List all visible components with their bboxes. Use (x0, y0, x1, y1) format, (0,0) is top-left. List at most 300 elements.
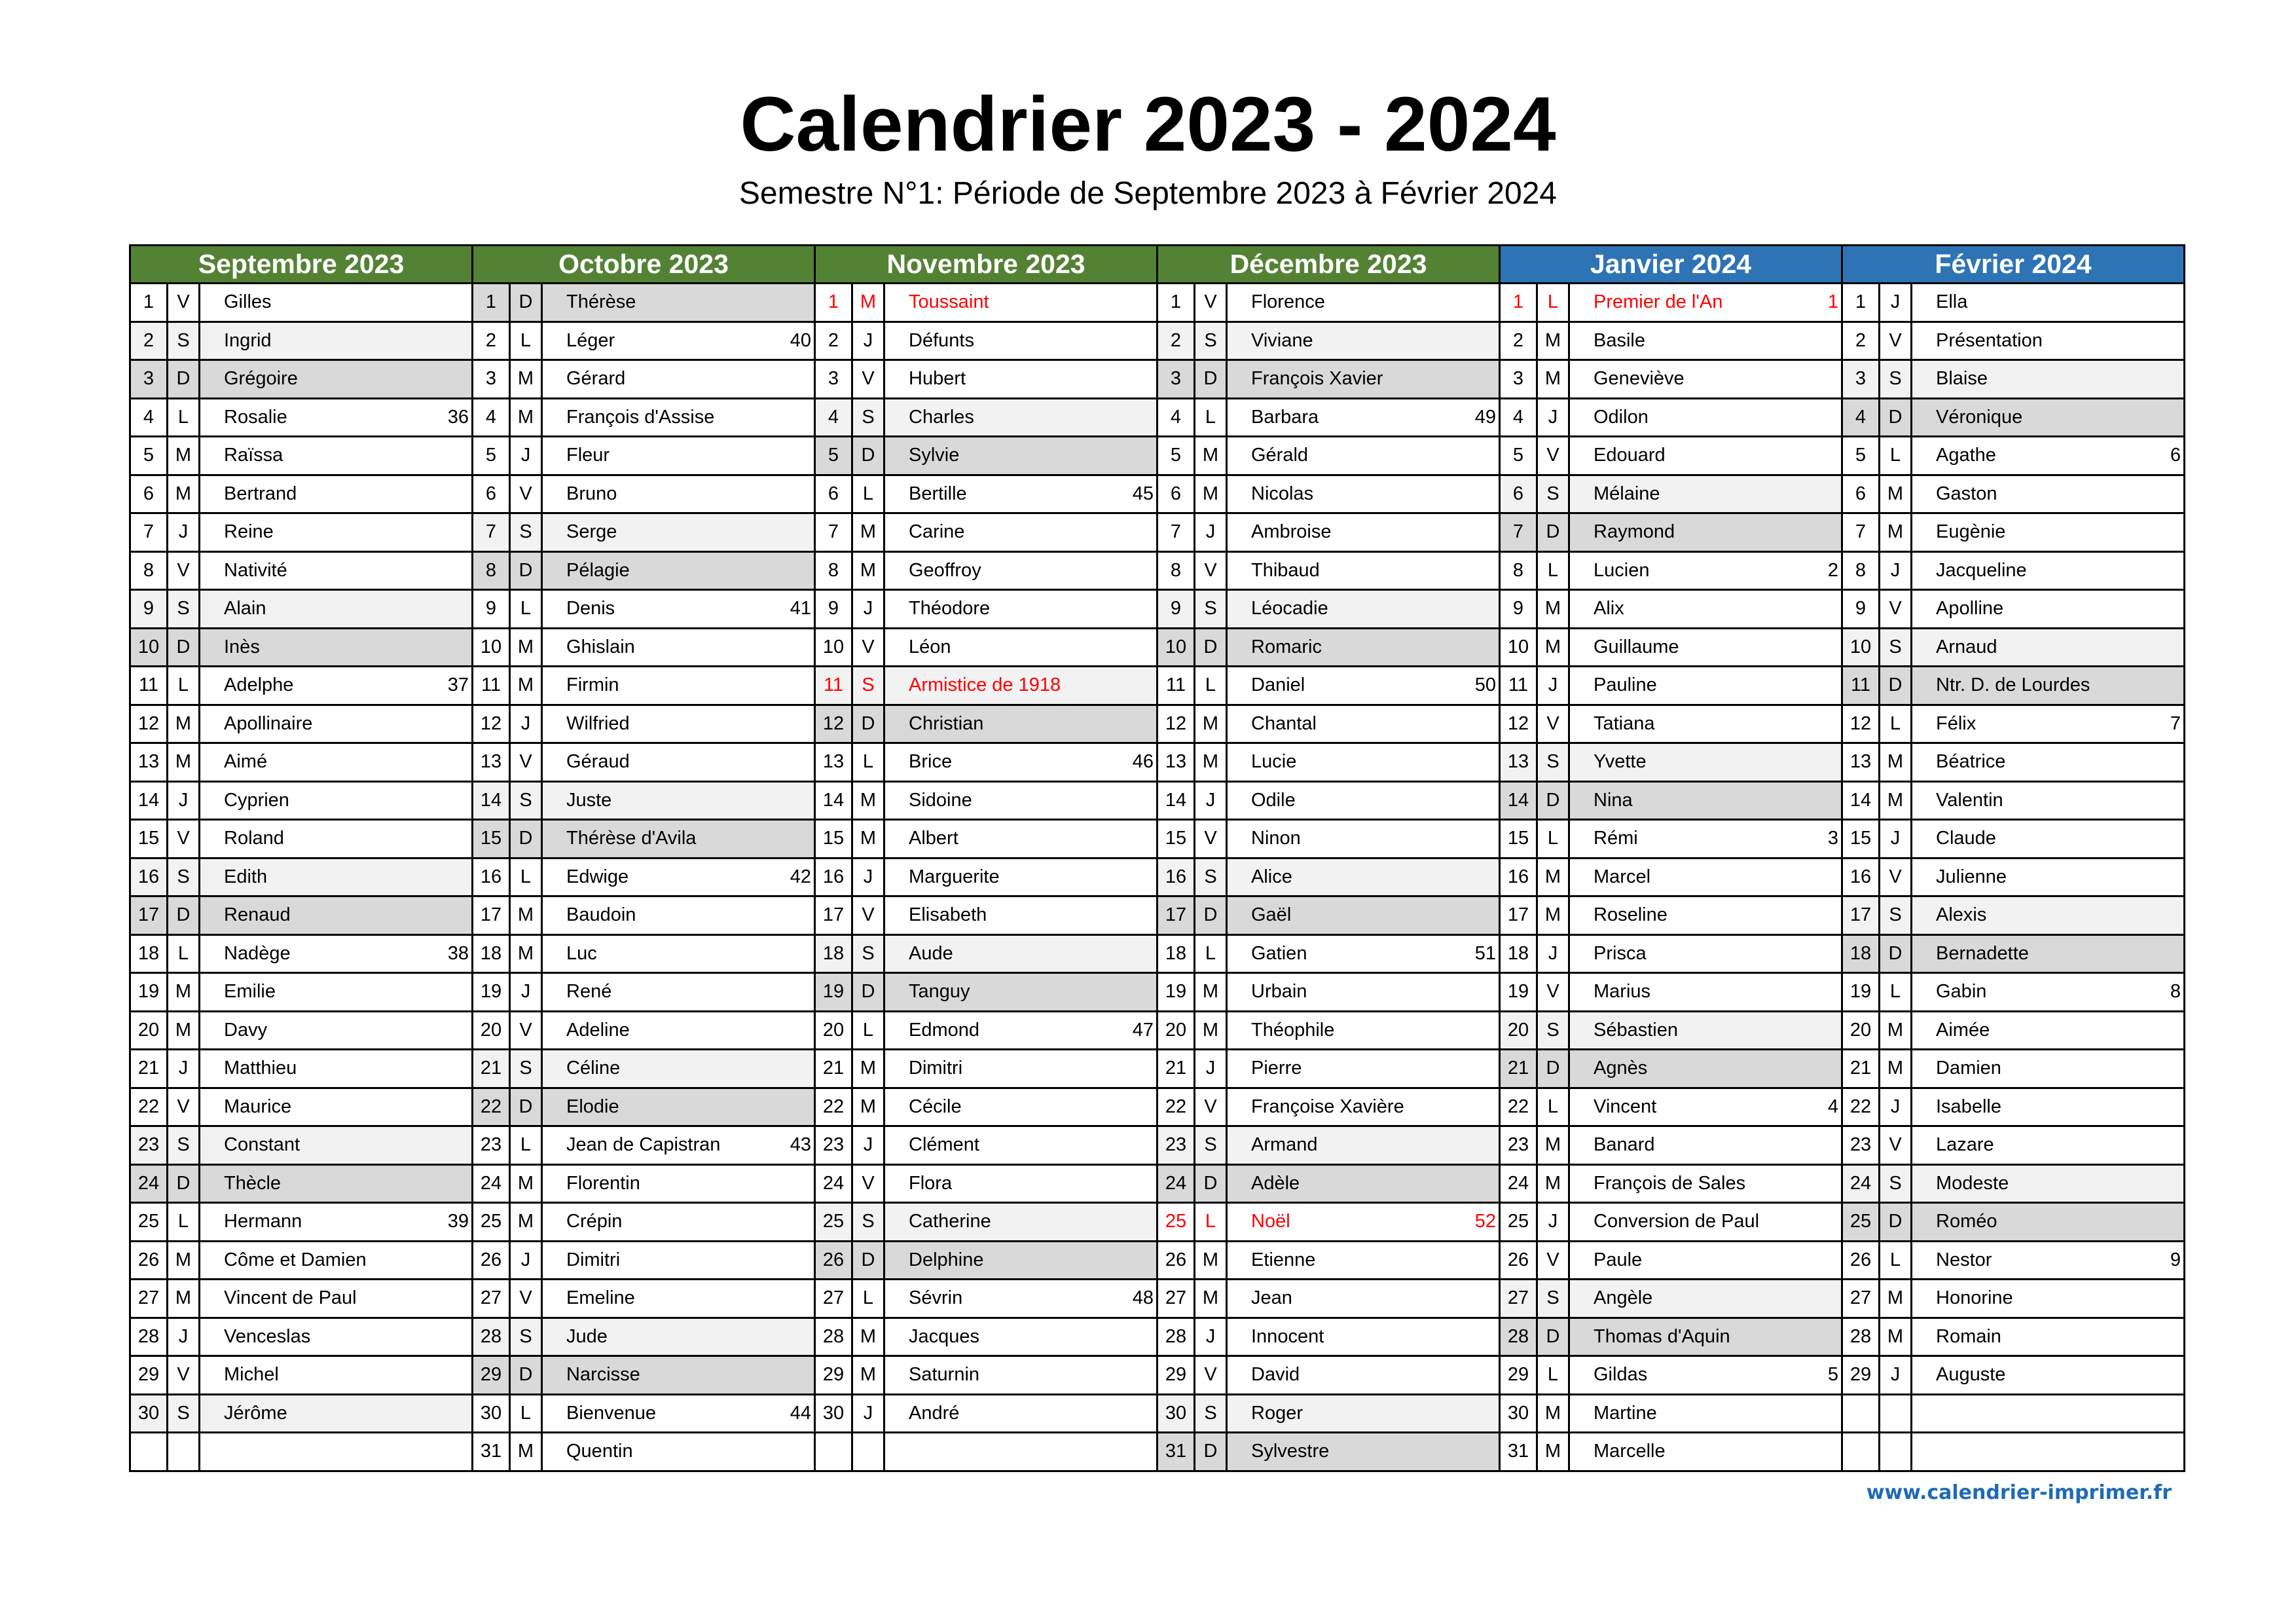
saint-name (1912, 781, 2185, 820)
saint-name (1227, 628, 1500, 667)
saint-name (1227, 1433, 1500, 1471)
saint-name-label: Rosalie (224, 406, 287, 428)
weekday-letter: M (852, 284, 884, 322)
week-number: 5 (1827, 1364, 1838, 1385)
calendar-row (130, 551, 2185, 590)
day-number: 7 (1842, 513, 1880, 552)
weekday-letter: M (852, 1088, 884, 1126)
week-number: 3 (1827, 828, 1838, 849)
day-number: 20 (815, 1011, 852, 1050)
weekday-letter: M (1195, 705, 1227, 743)
saint-name-label: Geneviève (1594, 368, 1685, 390)
saint-name (1227, 667, 1500, 705)
saint-name-label: Tanguy (909, 981, 970, 1003)
saint-name (884, 284, 1157, 322)
saint-name-label: Agathe (1936, 445, 1996, 466)
day-number: 3 (815, 360, 852, 399)
day-number: 5 (815, 437, 852, 475)
website-link[interactable]: www.calendrier-imprimer.fr (1866, 1481, 2172, 1504)
month-header: Septembre 2023 (130, 246, 473, 284)
saint-name-label: Bienvenue (566, 1402, 657, 1424)
saint-name-label: Saturnin (909, 1364, 980, 1386)
weekday-letter: L (510, 590, 542, 629)
week-number: 37 (447, 674, 469, 695)
weekday-letter: J (1195, 513, 1227, 552)
weekday-letter: S (510, 781, 542, 820)
weekday-letter: L (1537, 820, 1569, 858)
saint-name (1227, 475, 1500, 513)
saint-name-label: Pauline (1594, 674, 1657, 696)
weekday-letter: M (168, 1241, 200, 1280)
day-number: 10 (815, 628, 852, 667)
day-number: 17 (1500, 896, 1537, 935)
weekday-letter: L (1537, 1088, 1569, 1126)
weekday-letter: D (510, 284, 542, 322)
day-number: 11 (473, 667, 510, 705)
day-number: 27 (130, 1280, 168, 1318)
day-number: 2 (473, 322, 510, 360)
day-number: 7 (130, 513, 168, 552)
saint-name (200, 1088, 473, 1126)
saint-name (1912, 437, 2185, 475)
day-number: 18 (1500, 934, 1537, 973)
saint-name (884, 1050, 1157, 1088)
weekday-letter: L (168, 667, 200, 705)
day-number: 8 (815, 551, 852, 590)
day-number: 16 (1157, 858, 1195, 896)
weekday-letter: S (1880, 360, 1912, 399)
saint-name-label: Rémi (1594, 828, 1638, 849)
weekday-letter: S (1195, 858, 1227, 896)
day-number: 14 (1500, 781, 1537, 820)
saint-name (1227, 705, 1500, 743)
day-number: 13 (1500, 743, 1537, 782)
saint-name (1569, 628, 1842, 667)
saint-name (542, 1164, 815, 1203)
weekday-letter: L (1880, 973, 1912, 1012)
day-number: 20 (130, 1011, 168, 1050)
saint-name (884, 934, 1157, 973)
weekday-letter: V (1195, 284, 1227, 322)
saint-name-label: Arnaud (1936, 636, 1997, 657)
weekday-letter: L (1880, 1241, 1912, 1280)
saint-name-label: Sébastien (1594, 1019, 1678, 1041)
day-number: 28 (473, 1318, 510, 1356)
saint-name (200, 475, 473, 513)
saint-name (1227, 1088, 1500, 1126)
saint-name (1912, 628, 2185, 667)
empty-cell (884, 1433, 1157, 1471)
weekday-letter: M (510, 360, 542, 399)
day-number: 20 (1842, 1011, 1880, 1050)
day-number: 6 (473, 475, 510, 513)
saint-name (200, 858, 473, 896)
saint-name-label: Brice (909, 751, 953, 773)
saint-name-label: Léon (909, 636, 951, 657)
saint-name-label: Sylvie (909, 445, 960, 466)
saint-name-label: Modeste (1936, 1172, 2009, 1194)
calendar-row (130, 1280, 2185, 1318)
day-number: 2 (1842, 322, 1880, 360)
day-number: 17 (1842, 896, 1880, 935)
saint-name (200, 1241, 473, 1280)
saint-name-label: Jean (1251, 1287, 1292, 1309)
day-number: 27 (815, 1280, 852, 1318)
month-header: Octobre 2023 (473, 246, 815, 284)
saint-name (1227, 820, 1500, 858)
day-number: 11 (130, 667, 168, 705)
weekday-letter: J (852, 858, 884, 896)
weekday-letter: D (168, 360, 200, 399)
day-number: 18 (815, 934, 852, 973)
saint-name (1569, 437, 1842, 475)
saint-name (1569, 360, 1842, 399)
saint-name-label: Edouard (1594, 445, 1666, 466)
saint-name (1912, 1318, 2185, 1356)
weekday-letter: D (1195, 896, 1227, 935)
saint-name-label: Alice (1251, 866, 1292, 887)
weekday-letter: J (1195, 781, 1227, 820)
day-number: 22 (815, 1088, 852, 1126)
weekday-letter: S (1880, 1164, 1912, 1203)
weekday-letter: S (1537, 743, 1569, 782)
saint-name-label: Baudoin (566, 904, 636, 926)
saint-name (200, 284, 473, 322)
weekday-letter: J (168, 1318, 200, 1356)
saint-name (1912, 1164, 2185, 1203)
saint-name-label: Delphine (909, 1249, 984, 1270)
page-title: Calendrier 2023 - 2024 (740, 81, 1556, 168)
weekday-letter: V (510, 1011, 542, 1050)
saint-name (884, 437, 1157, 475)
saint-name (1569, 590, 1842, 629)
weekday-letter: M (1880, 743, 1912, 782)
weekday-letter: V (168, 284, 200, 322)
saint-name-label: Agnès (1594, 1058, 1648, 1079)
saint-name-label: Clément (909, 1134, 979, 1156)
weekday-letter: D (1880, 1203, 1912, 1242)
saint-name (884, 360, 1157, 399)
saint-name-label: Vincent de Paul (224, 1287, 357, 1309)
day-number: 26 (1157, 1241, 1195, 1280)
saint-name (1227, 1280, 1500, 1318)
weekday-letter: J (852, 322, 884, 360)
saint-name (1569, 858, 1842, 896)
weekday-letter: D (1195, 1433, 1227, 1471)
saint-name (884, 322, 1157, 360)
week-number: 47 (1132, 1019, 1154, 1041)
weekday-letter: D (852, 973, 884, 1012)
saint-name (1569, 934, 1842, 973)
saint-name-label: Julienne (1936, 866, 2007, 887)
saint-name-label: Ntr. D. de Lourdes (1936, 674, 2090, 696)
saint-name-label: Jean de Capistran (566, 1134, 721, 1156)
weekday-letter: J (1537, 398, 1569, 437)
weekday-letter: J (1880, 1088, 1912, 1126)
day-number: 4 (815, 398, 852, 437)
calendar-row (130, 1126, 2185, 1165)
day-number: 16 (130, 858, 168, 896)
saint-name-label: Grégoire (224, 368, 298, 390)
day-number: 4 (1157, 398, 1195, 437)
weekday-letter: D (1195, 628, 1227, 667)
weekday-letter: M (852, 820, 884, 858)
weekday-letter: D (1880, 398, 1912, 437)
weekday-letter: D (1537, 513, 1569, 552)
weekday-letter: S (168, 590, 200, 629)
day-number: 5 (130, 437, 168, 475)
weekday-letter: M (1880, 1011, 1912, 1050)
saint-name-label: Catherine (909, 1211, 991, 1232)
saint-name (200, 322, 473, 360)
month-header: Novembre 2023 (815, 246, 1157, 284)
saint-name (200, 934, 473, 973)
saint-name-label: François de Sales (1594, 1172, 1746, 1194)
saint-name (1569, 1318, 1842, 1356)
saint-name-label: Armistice de 1918 (909, 674, 1061, 696)
day-number: 15 (815, 820, 852, 858)
weekday-letter: M (168, 743, 200, 782)
saint-name (1912, 705, 2185, 743)
saint-name-label: Défunts (909, 329, 974, 351)
weekday-letter: S (852, 398, 884, 437)
weekday-letter: V (1880, 858, 1912, 896)
weekday-letter: L (852, 1280, 884, 1318)
weekday-letter: V (852, 1164, 884, 1203)
saint-name-label: Christian (909, 712, 984, 734)
weekday-letter: M (1195, 1280, 1227, 1318)
saint-name (1227, 590, 1500, 629)
weekday-letter: D (852, 705, 884, 743)
saint-name-label: Adelphe (224, 674, 294, 696)
empty-cell (1880, 1433, 1912, 1471)
weekday-letter: S (1537, 1280, 1569, 1318)
day-number: 27 (1500, 1280, 1537, 1318)
saint-name (1569, 1280, 1842, 1318)
day-number: 22 (473, 1088, 510, 1126)
saint-name (884, 973, 1157, 1012)
weekday-letter: V (1880, 1126, 1912, 1165)
saint-name (1227, 360, 1500, 399)
month-header-row (130, 246, 2185, 284)
weekday-letter: D (510, 1356, 542, 1395)
weekday-letter: D (1537, 1050, 1569, 1088)
day-number: 29 (130, 1356, 168, 1395)
week-number: 39 (447, 1211, 469, 1232)
day-number: 12 (130, 705, 168, 743)
saint-name-label: Alix (1594, 598, 1624, 619)
saint-name (542, 973, 815, 1012)
empty-cell (1912, 1394, 2185, 1433)
saint-name (200, 1203, 473, 1242)
saint-name (1227, 1318, 1500, 1356)
saint-name-label: Paule (1594, 1249, 1643, 1270)
weekday-letter: D (1880, 934, 1912, 973)
saint-name-label: Eugènie (1936, 521, 2006, 543)
day-number: 31 (1500, 1433, 1537, 1471)
weekday-letter: M (510, 1433, 542, 1471)
saint-name (1569, 667, 1842, 705)
day-number: 25 (1500, 1203, 1537, 1242)
saint-name-label: Nativité (224, 559, 287, 581)
saint-name (200, 1356, 473, 1395)
saint-name-label: Françoise Xavière (1251, 1096, 1404, 1117)
saint-name (884, 896, 1157, 935)
saint-name-label: Marcel (1594, 866, 1651, 887)
page-subtitle: Semestre N°1: Période de Septembre 2023 à Février 2024 (738, 176, 1558, 211)
weekday-letter: J (1880, 820, 1912, 858)
weekday-letter: J (510, 705, 542, 743)
weekday-letter: J (1880, 551, 1912, 590)
empty-cell (852, 1433, 884, 1471)
saint-name (884, 1126, 1157, 1165)
week-number: 45 (1132, 483, 1154, 504)
saint-name (1227, 1241, 1500, 1280)
weekday-letter: M (510, 934, 542, 973)
week-number: 43 (790, 1134, 811, 1155)
saint-name-label: François Xavier (1251, 368, 1383, 390)
day-number: 8 (1500, 551, 1537, 590)
day-number: 29 (815, 1356, 852, 1395)
day-number: 26 (1842, 1241, 1880, 1280)
saint-name-label: Damien (1936, 1058, 2001, 1079)
weekday-letter: L (510, 322, 542, 360)
day-number: 19 (1500, 973, 1537, 1012)
saint-name (1569, 1126, 1842, 1165)
saint-name (884, 743, 1157, 782)
saint-name (884, 551, 1157, 590)
saint-name-label: Basile (1594, 329, 1645, 351)
day-number: 1 (1842, 284, 1880, 322)
saint-name-label: Alexis (1936, 904, 1987, 926)
day-number: 5 (473, 437, 510, 475)
day-number: 6 (130, 475, 168, 513)
day-number: 6 (1500, 475, 1537, 513)
saint-name-label: Conversion de Paul (1594, 1211, 1760, 1232)
weekday-letter: L (852, 1011, 884, 1050)
weekday-letter: J (1537, 934, 1569, 973)
calendar-row (130, 1164, 2185, 1203)
day-number: 12 (1842, 705, 1880, 743)
saint-name (1227, 437, 1500, 475)
day-number: 6 (1157, 475, 1195, 513)
saint-name-label: Ingrid (224, 329, 272, 351)
saint-name-label: Tatiana (1594, 712, 1655, 734)
saint-name-label: Viviane (1251, 329, 1313, 351)
saint-name (200, 667, 473, 705)
saint-name-label: Nicolas (1251, 483, 1314, 504)
saint-name (1569, 1433, 1842, 1471)
weekday-letter: M (1537, 628, 1569, 667)
weekday-letter: M (1195, 437, 1227, 475)
saint-name-label: Nina (1594, 789, 1633, 811)
day-number: 14 (130, 781, 168, 820)
saint-name (884, 1241, 1157, 1280)
saint-name (542, 628, 815, 667)
saint-name (542, 1318, 815, 1356)
weekday-letter: J (1537, 667, 1569, 705)
saint-name (200, 743, 473, 782)
day-number: 3 (473, 360, 510, 399)
saint-name-label: Bertrand (224, 483, 297, 504)
saint-name-label: Sévrin (909, 1287, 963, 1309)
saint-name-label: Gabin (1936, 981, 1987, 1003)
saint-name (200, 628, 473, 667)
saint-name-label: Noël (1251, 1211, 1290, 1232)
saint-name (542, 1280, 815, 1318)
day-number: 24 (815, 1164, 852, 1203)
saint-name (884, 1088, 1157, 1126)
saint-name (542, 1241, 815, 1280)
day-number: 22 (1500, 1088, 1537, 1126)
day-number: 29 (1842, 1356, 1880, 1395)
calendar-row (130, 284, 2185, 322)
day-number: 14 (815, 781, 852, 820)
weekday-letter: M (852, 513, 884, 552)
day-number: 30 (473, 1394, 510, 1433)
weekday-letter: L (1537, 284, 1569, 322)
weekday-letter: J (1880, 284, 1912, 322)
saint-name (1227, 1394, 1500, 1433)
weekday-letter: M (168, 1011, 200, 1050)
saint-name-label: Sidoine (909, 789, 972, 811)
saint-name (1912, 1088, 2185, 1126)
day-number: 4 (1842, 398, 1880, 437)
saint-name (1569, 322, 1842, 360)
day-number: 28 (1157, 1318, 1195, 1356)
day-number: 2 (1157, 322, 1195, 360)
weekday-letter: L (1195, 667, 1227, 705)
saint-name (200, 1164, 473, 1203)
saint-name (542, 360, 815, 399)
saint-name-label: Marcelle (1594, 1441, 1666, 1462)
saint-name (1227, 513, 1500, 552)
saint-name-label: Géraud (566, 751, 630, 773)
week-number: 40 (790, 329, 811, 351)
saint-name (542, 1011, 815, 1050)
saint-name (200, 590, 473, 629)
saint-name (542, 858, 815, 896)
day-number: 10 (1842, 628, 1880, 667)
saint-name-label: Edwige (566, 866, 629, 887)
week-number: 49 (1474, 406, 1496, 428)
day-number: 21 (130, 1050, 168, 1088)
day-number: 25 (130, 1203, 168, 1242)
weekday-letter: L (1537, 1356, 1569, 1395)
saint-name-label: Marguerite (909, 866, 1000, 887)
weekday-letter: V (852, 628, 884, 667)
calendar-row (130, 1203, 2185, 1242)
weekday-letter: D (1537, 1318, 1569, 1356)
weekday-letter: M (1537, 1394, 1569, 1433)
calendar-row (130, 705, 2185, 743)
weekday-letter: V (1537, 705, 1569, 743)
saint-name-label: Romain (1936, 1325, 2001, 1347)
saint-name-label: René (566, 981, 612, 1003)
saint-name-label: David (1251, 1364, 1300, 1386)
day-number: 10 (1157, 628, 1195, 667)
saint-name (884, 1280, 1157, 1318)
saint-name-label: Ninon (1251, 828, 1301, 849)
weekday-letter: M (168, 973, 200, 1012)
day-number: 23 (1842, 1126, 1880, 1165)
day-number: 21 (1500, 1050, 1537, 1088)
weekday-letter: M (510, 628, 542, 667)
weekday-letter: L (168, 1203, 200, 1242)
saint-name-label: Matthieu (224, 1058, 297, 1079)
saint-name (1227, 781, 1500, 820)
saint-name-label: Nadège (224, 942, 291, 964)
